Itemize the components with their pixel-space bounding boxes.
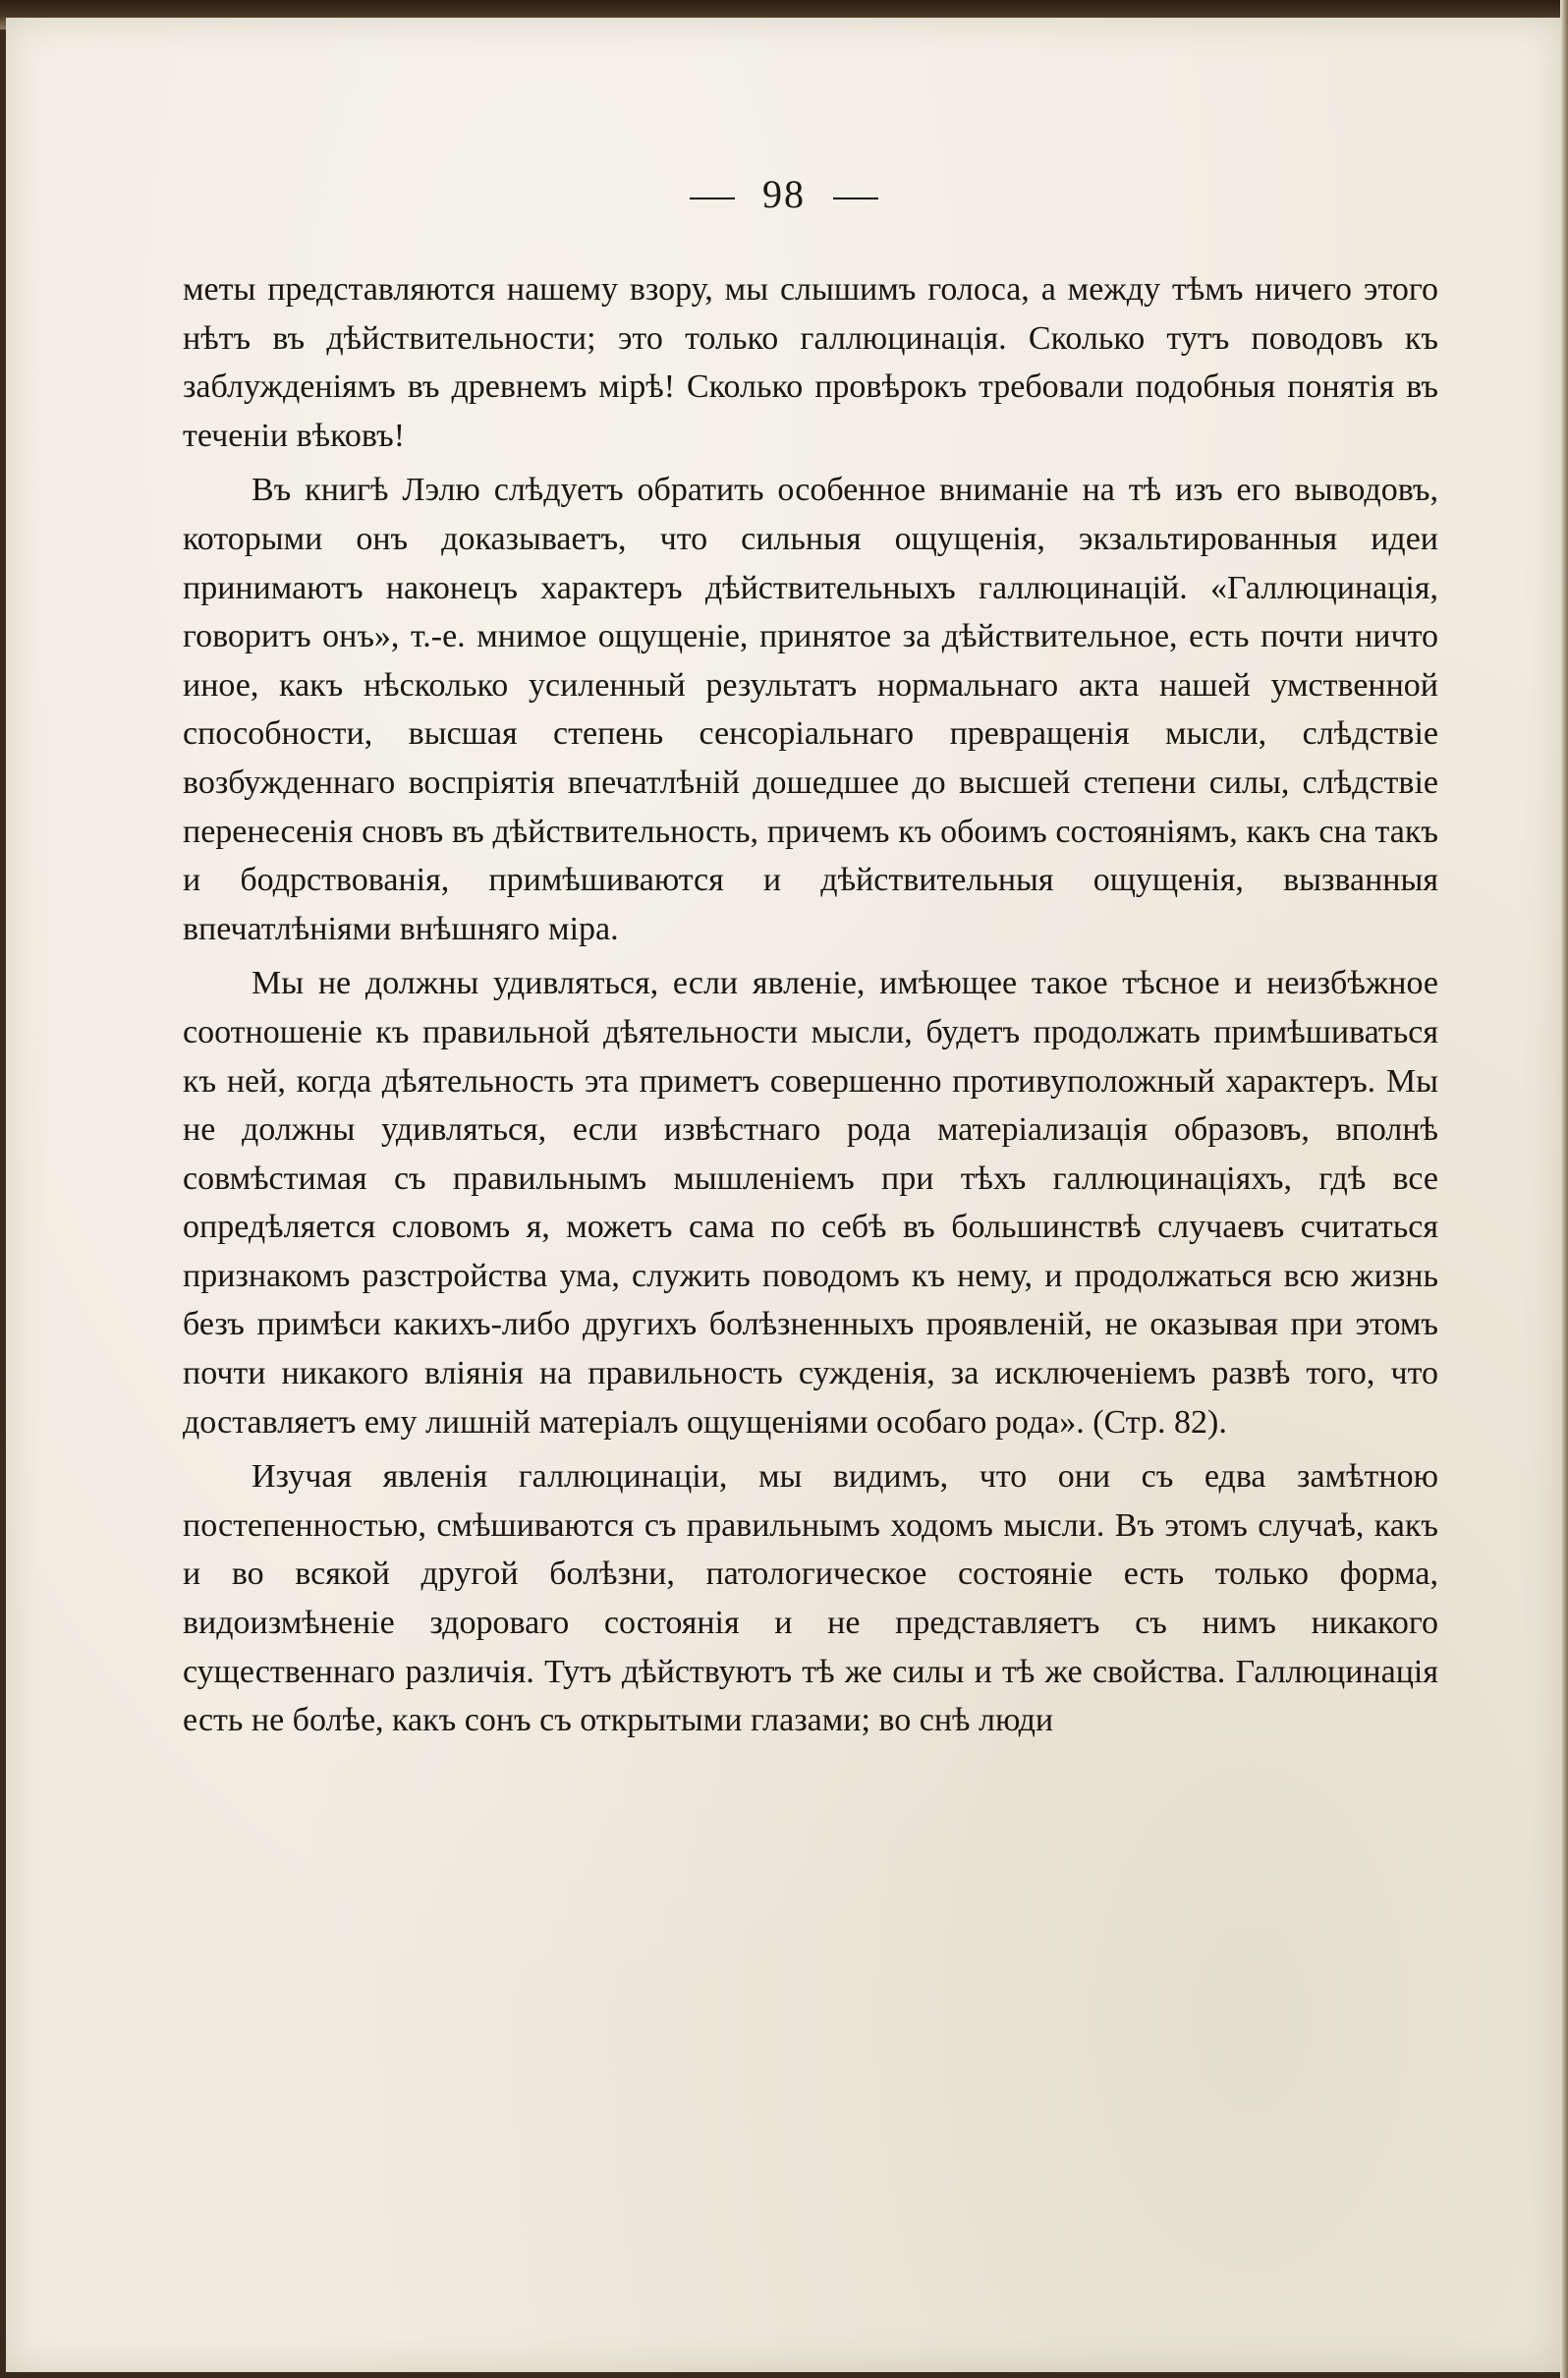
paragraph-1: меты представляются нашему взору, мы слышимъ голоса, а между тѣмъ ничего этого нѣтъ въ дѣйствительности; это только галлюцинація. Сколько тутъ поводовъ къ заблужденіямъ въ древнемъ мірѣ! Сколько провѣрокъ требовали подобныя понятія въ теченіи вѣковъ! <box>183 271 1438 454</box>
paragraph-4: Изучая явленія галлюцинаціи, мы видимъ, что они съ едва замѣтною постепенностью, смѣшиваются съ правильнымъ ходомъ мысли. Въ этомъ случаѣ, какъ и во всякой другой болѣзни, патологическое состояніе есть только форма, видоизмѣненіе здороваго состоянія и не представляетъ съ нимъ никакого существеннаго различія. Тутъ дѣйствуютъ тѣ же силы и тѣ же свойства. Галлюцинація есть не болѣе, какъ сонъ съ открытыми глазами; во снѣ люди <box>183 1458 1438 1739</box>
page-number-header <box>0 171 1568 217</box>
page-number: 98 <box>762 172 806 216</box>
scan-right-edge <box>1560 0 1568 2378</box>
folio-dash-left <box>690 198 735 199</box>
paragraph-2: Въ книгѣ Лэлю слѣдуетъ обратить особенное вниманіе на тѣ изъ его выводовъ, которыми онъ доказываетъ, что сильныя ощущенія, экзальтированныя идеи принимаютъ наконецъ характеръ дѣйствительныхъ галлюцинацій. «Галлюцинація, говоритъ онъ», т.-е. мнимое ощущеніе, принятое за дѣйствительное, есть почти ничто иное, какъ нѣсколько усиленный результатъ нормальнаго акта нашей умственной способности, высшая степень сенсоріальнаго превращенія мысли, слѣдствіе возбужденнаго воспріятія впечатлѣній дошедшее до высшей степени силы, слѣдствіе перенесенія сновъ въ дѣйствительность, причемъ къ обоимъ состояніямъ, какъ сна такъ и бодрствованія, примѣшиваются и дѣйствительныя ощущенія, вызванныя впечатлѣніями внѣшняго міра. <box>183 472 1438 947</box>
folio-dash-right <box>833 198 878 199</box>
body-text <box>183 265 1438 1745</box>
paragraph-3: Мы не должны удивляться, если явленіе, имѣющее такое тѣсное и неизбѣжное соотношеніе къ правильной дѣятельности мысли, будетъ продолжать примѣшиваться къ ней, когда дѣятельность эта приметъ совершенно противуположный характеръ. Мы не должны удивляться, если извѣстнаго рода матеріализація образовъ, вполнѣ совмѣстимая съ правильнымъ мышленіемъ при тѣхъ галлюцинаціяхъ, гдѣ все опредѣляется словомъ я, можетъ сама по себѣ въ большинствѣ случаевъ считаться признакомъ разстройства ума, служить поводомъ къ нему, и продолжаться всю жизнь безъ примѣси какихъ-либо другихъ болѣзненныхъ проявленій, не оказывая при этомъ почти никакого вліянія на правильность сужденія, за исключеніемъ развѣ того, что доставляетъ ему лишній матеріалъ ощущеніями особаго рода». (Стр. 82). <box>183 965 1438 1441</box>
